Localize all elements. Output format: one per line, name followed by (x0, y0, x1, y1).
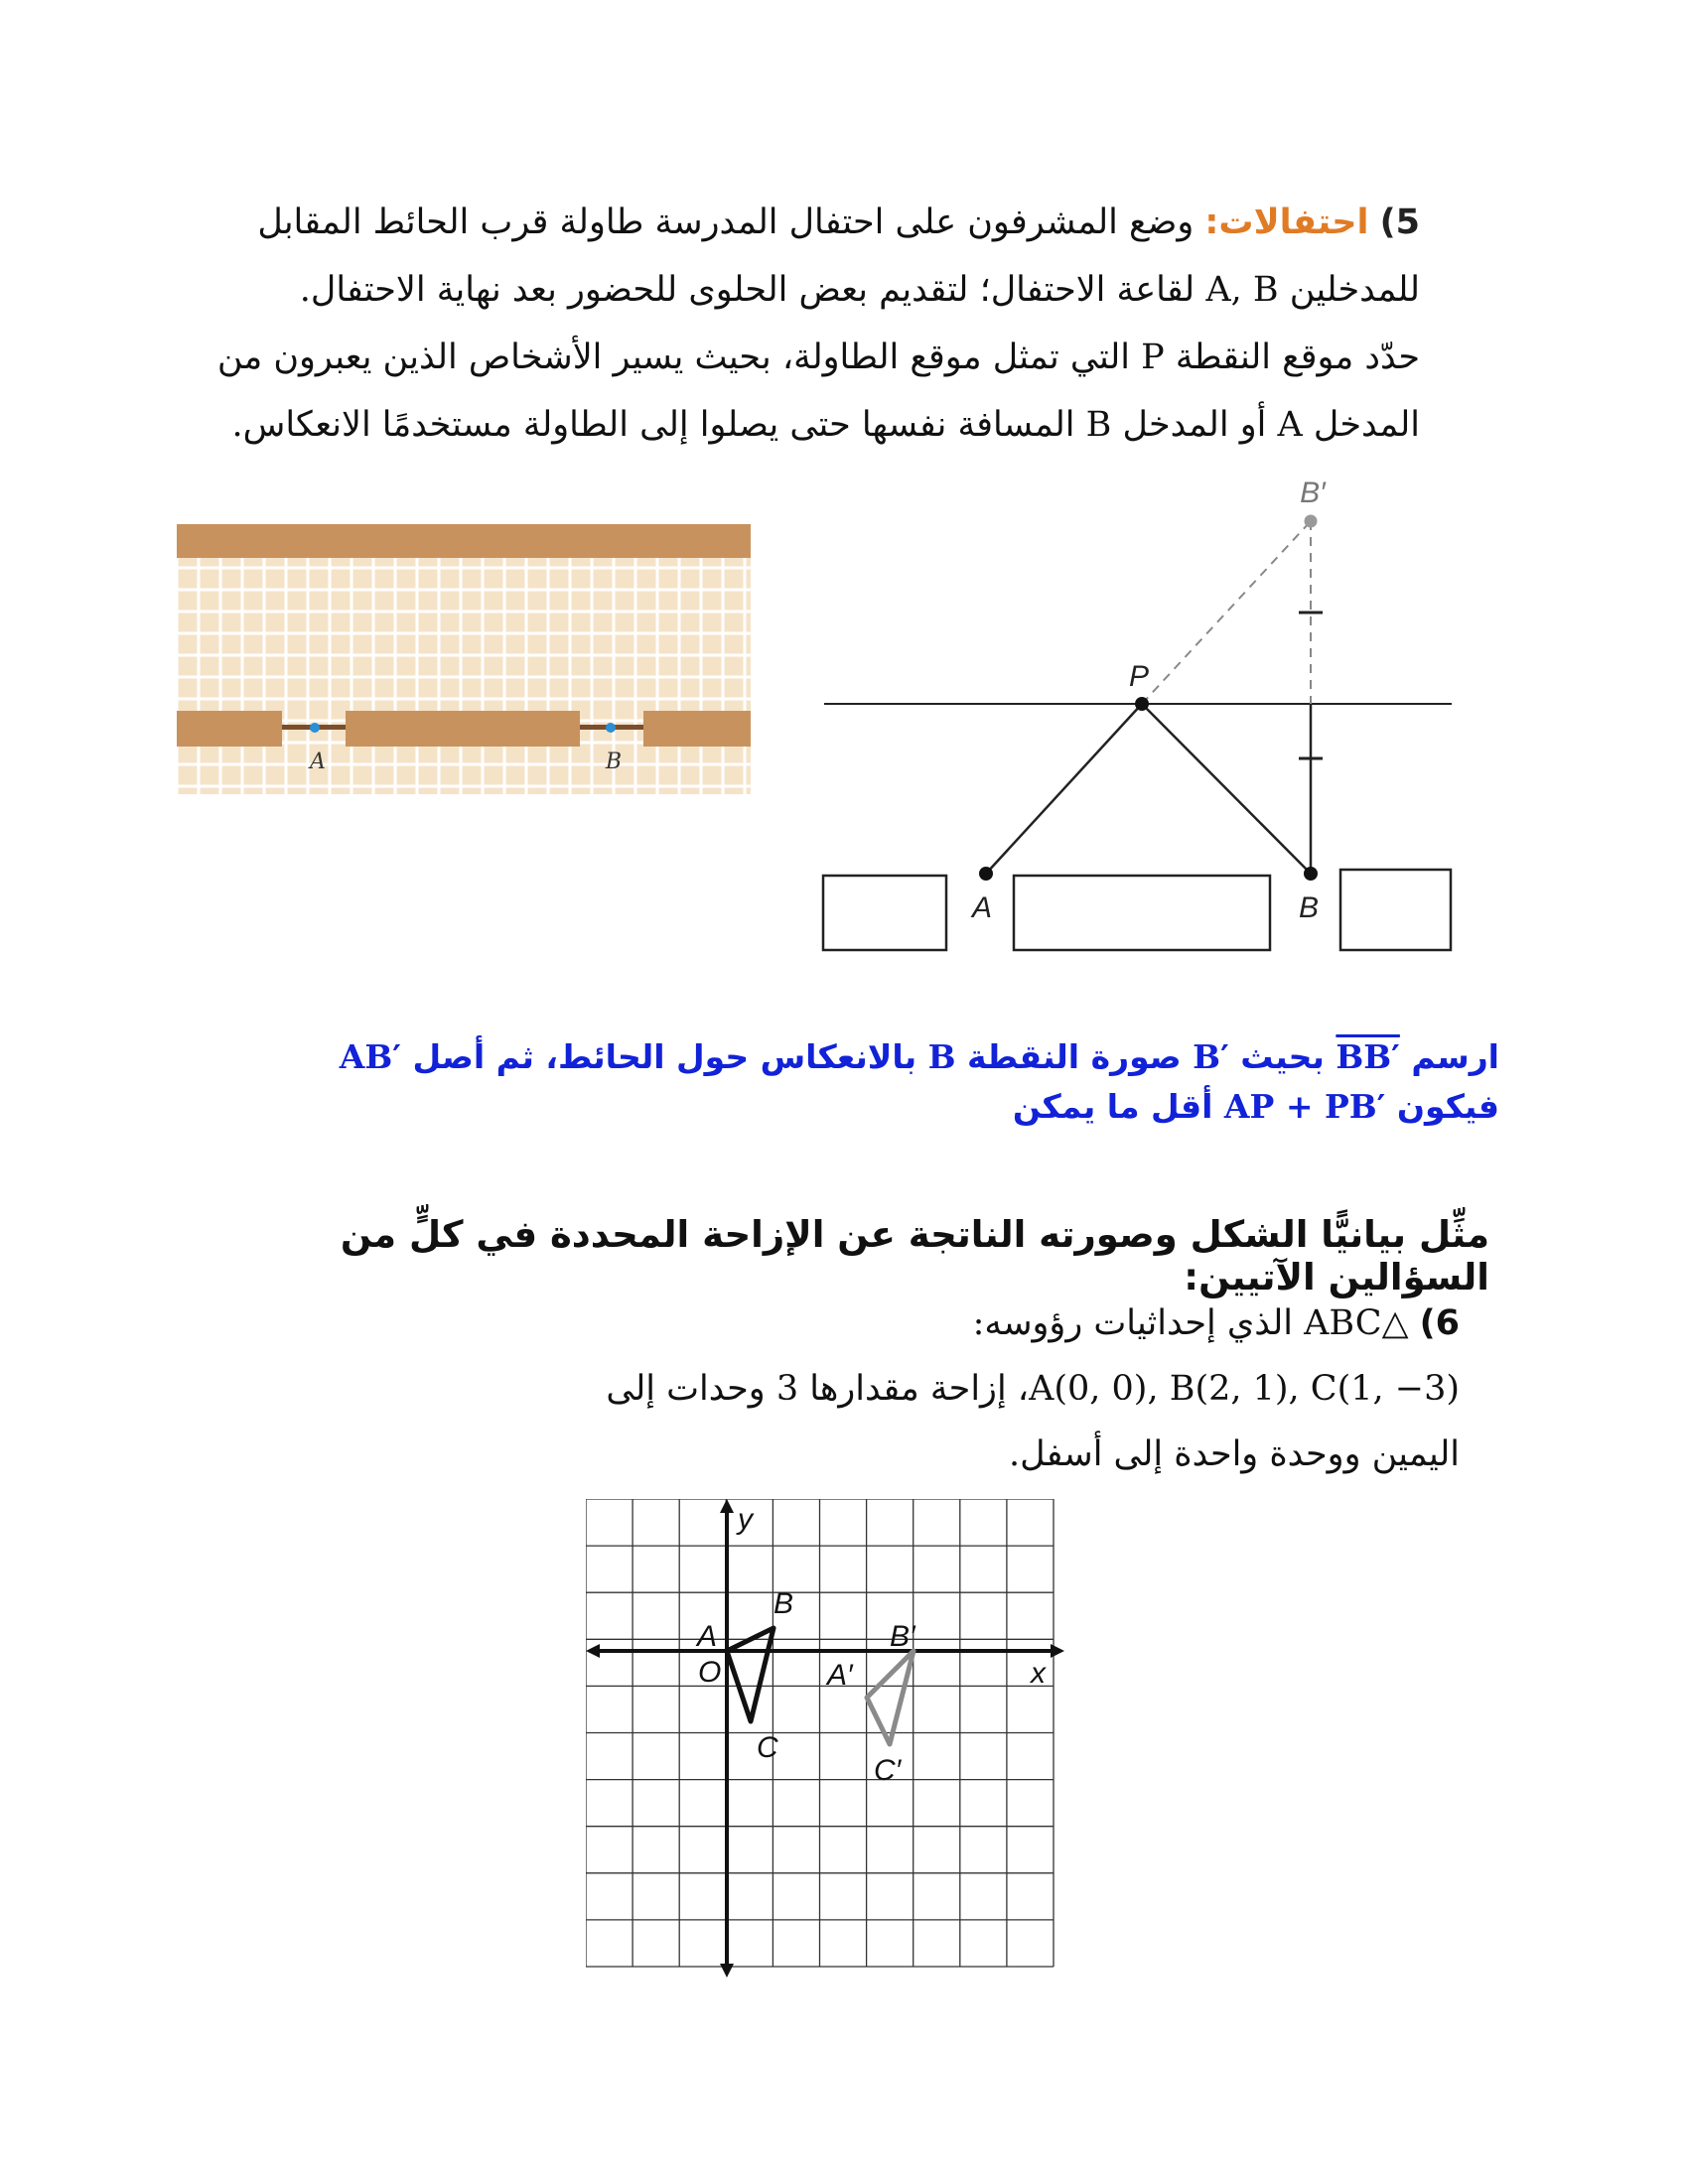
point-b-text: B (927, 1037, 956, 1076)
segment-pb (1142, 704, 1311, 874)
question-text: وضع المشرفون على احتفال المدرسة طاولة قرب الحائط المقابل (257, 203, 1195, 242)
answer-block (199, 1032, 1499, 1132)
table-box-right (1340, 870, 1451, 950)
y-axis-arrow-down (720, 1964, 734, 1978)
y-axis-arrow-up (720, 1499, 734, 1513)
x-axis-label: x (1031, 1657, 1046, 1690)
vertex-c-prime-label: C′ (874, 1754, 902, 1787)
question-6 (417, 1291, 1460, 1487)
question-title: احتفالات: (1204, 203, 1369, 242)
point-a (979, 867, 993, 881)
question-number: 6) (1419, 1303, 1460, 1343)
y-axis-label: y (738, 1503, 753, 1536)
question-5-line-4: المدخل A أو المدخل B المسافة نفسها حتى يصلوا إلى الطاولة مستخدمًا الانعكاس. (231, 405, 1420, 445)
table-box-left (823, 876, 946, 950)
answer-text: بحيث (1240, 1037, 1325, 1076)
vertex-a-label: A (697, 1620, 718, 1653)
coordinate-graph (586, 1499, 1072, 1985)
label-p: P (1128, 660, 1150, 693)
point-b-prime (1305, 515, 1318, 528)
point-b-prime-text: B′ (1193, 1037, 1229, 1076)
grid-lines (586, 1499, 1054, 1967)
vertex-b-prime-label: B′ (890, 1620, 915, 1653)
answer-text: بالانعكاس حول الحائط، ثم أصل (412, 1037, 917, 1076)
instruction-heading: مثِّل بيانيًّا الشكل وصورته الناتجة عن الإزاحة المحددة في كلٍّ من السؤالين الآتيين: (340, 1213, 1489, 1298)
segment-ap (986, 704, 1142, 874)
dashed-p-b-prime (1142, 521, 1311, 704)
question-text: △ABC الذي إحداثيات رؤوسه: (972, 1303, 1409, 1343)
origin-label: O (698, 1656, 722, 1689)
triangle-a-prime-b-prime-c-prime (867, 1651, 914, 1744)
label-b: B (1298, 891, 1320, 924)
floor-label-a: A (310, 750, 326, 774)
label-b-prime: B′ (1300, 477, 1326, 509)
answer-text: أقل ما يمكن (1012, 1087, 1213, 1126)
answer-text: فيكون (1396, 1087, 1499, 1126)
vertex-c-label: C (757, 1731, 778, 1764)
sum-expression: AP + PB′ (1223, 1087, 1386, 1126)
answer-text: ارسم (1411, 1037, 1499, 1076)
table-box-middle (1014, 876, 1270, 950)
segment-bb-prime: BB′ (1336, 1037, 1400, 1076)
floor-label-b: B (605, 750, 623, 774)
question-6-line-2: A(0, 0), B(2, 1), C(1, −3)، إزاحة مقدارها 3 وحدات إلى (606, 1369, 1460, 1409)
point-p (1135, 697, 1149, 711)
question-6-line-3: اليمين ووحدة واحدة إلى أسفل. (1009, 1434, 1460, 1474)
x-axis-arrow-right (1051, 1644, 1064, 1658)
vertex-a-prime-label: A′ (827, 1659, 853, 1692)
question-5-line-3: حدّد موقع النقطة P التي تمثل موقع الطاولة، بحيث يسير الأشخاص الذين يعبرون من (216, 338, 1420, 377)
question-number: 5) (1379, 203, 1420, 242)
question-5-line-2: للمدخلين A, B لقاعة الاحتفال؛ لتقديم بعض الحلوى للحضور بعد نهاية الاحتفال. (299, 270, 1420, 310)
question-6-line-1 (417, 1291, 1460, 1356)
answer-text: صورة النقطة (967, 1037, 1182, 1076)
answer-line-2 (199, 1082, 1499, 1132)
point-b (1304, 867, 1318, 881)
reflection-diagram (0, 0, 1688, 993)
answer-line-1 (199, 1032, 1499, 1082)
label-a: A (971, 891, 993, 924)
vertex-b-label: B (774, 1587, 794, 1620)
x-axis-arrow-left (586, 1644, 600, 1658)
triangle-abc (727, 1628, 774, 1721)
segment-ab-prime: AB′ (339, 1037, 401, 1076)
